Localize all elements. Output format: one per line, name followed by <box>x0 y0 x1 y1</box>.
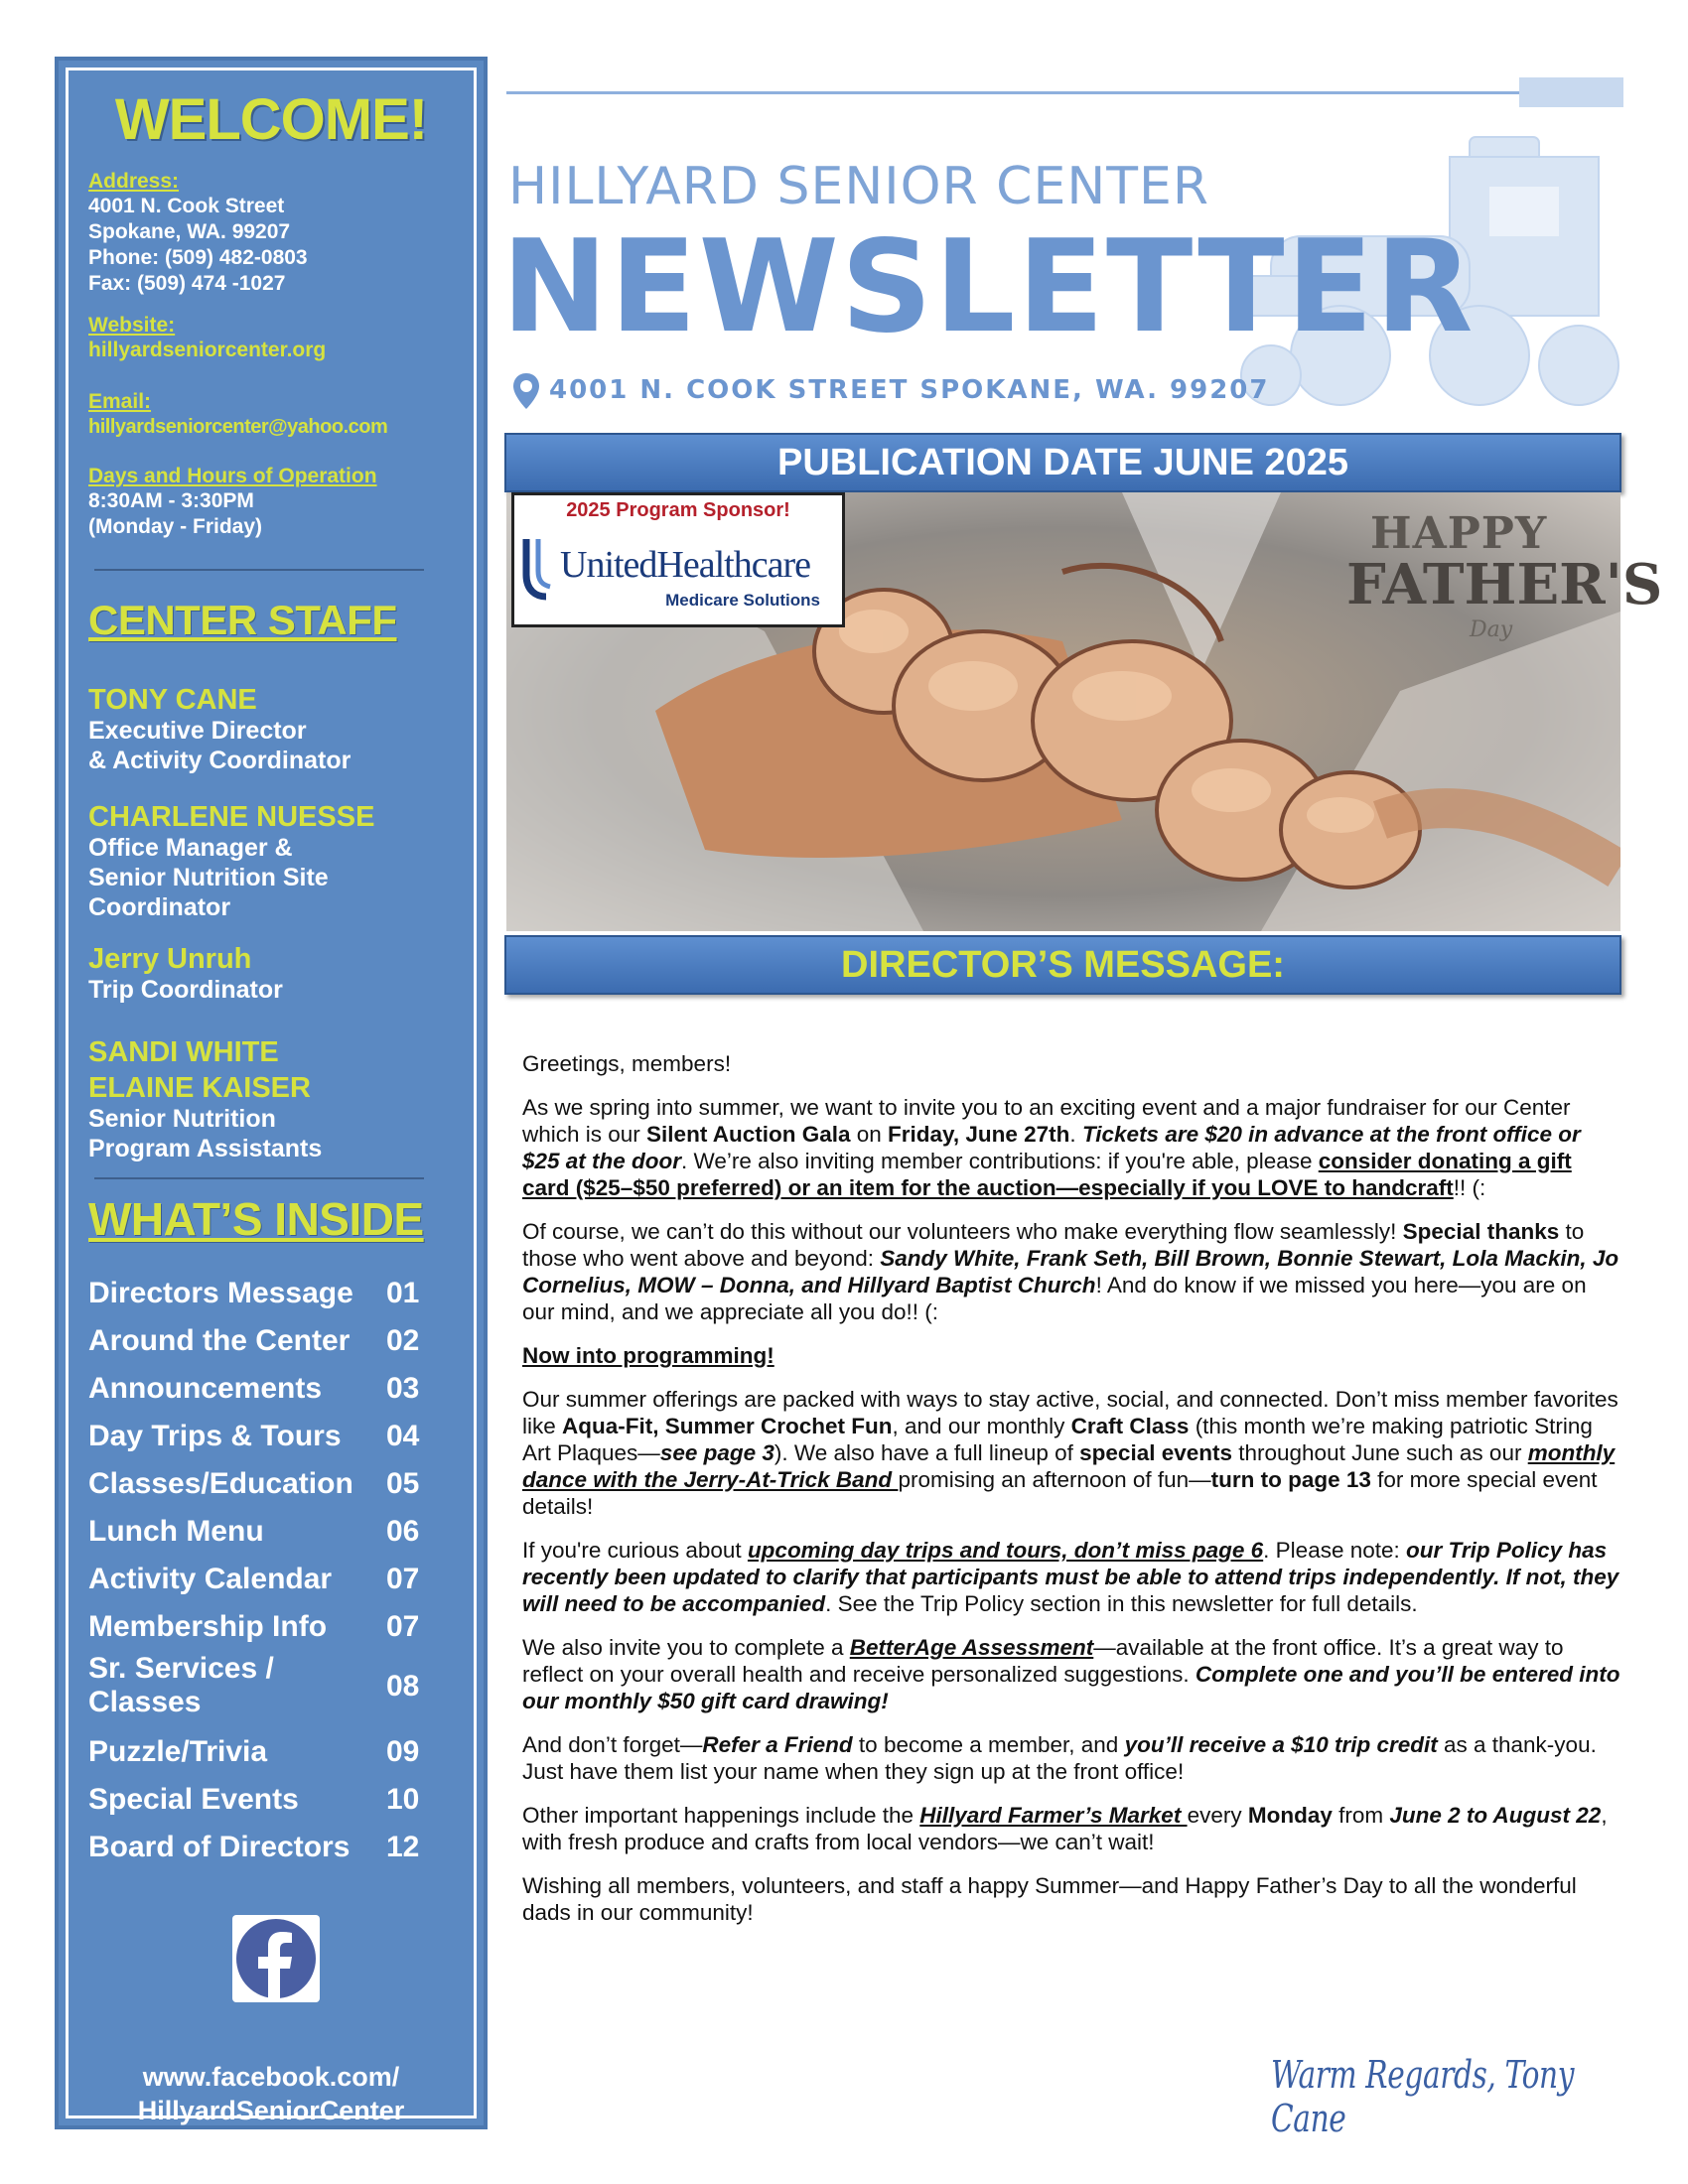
text: ). We also have a full lineup of <box>774 1440 1080 1465</box>
emphasis: consider donating a gift card ($25–$50 preferred) or an item for the auction—especially if you LOVE to handcraft <box>522 1149 1572 1200</box>
sponsor-box <box>511 492 845 627</box>
emphasis: Aqua-Fit, Summer Crochet Fun <box>562 1414 893 1438</box>
toc-page: 06 <box>386 1515 420 1548</box>
inside-heading: WHAT’S INSIDE <box>88 1193 424 1245</box>
staff-role: Senior Nutrition Site <box>88 864 329 891</box>
email-label: Email: <box>88 390 152 413</box>
emphasis: our Trip Policy has recently been updated to clarify that participants must be able to attend trips independently. If not, they will need to be accompanied <box>522 1538 1619 1616</box>
staff-role: Trip Coordinator <box>88 976 283 1004</box>
emphasis: Complete one and you’ll be entered into our monthly $50 gift card drawing! <box>522 1662 1620 1713</box>
greeting: Greetings, members! <box>522 1051 732 1076</box>
fathers-day-happy: HAPPY <box>1370 508 1548 559</box>
text: As we spring into summer, we want to invite you to an exciting event and a major fundraiser for our Center which is our <box>522 1095 1571 1147</box>
toc-title: Puzzle/Trivia <box>88 1735 268 1768</box>
paragraph <box>522 1342 1620 1369</box>
text: —available at the front office. It’s a great way to reflect on your overall health and receive personalized suggestions. <box>522 1635 1564 1687</box>
emphasis: June 2 to August 22 <box>1389 1803 1602 1828</box>
staff-member <box>88 801 458 922</box>
toc-title: Membership Info <box>88 1610 328 1643</box>
staff-member <box>88 1032 458 1163</box>
emphasis: Craft Class <box>1070 1414 1190 1438</box>
text: !! (: <box>1453 1175 1486 1200</box>
emphasis: see page 3 <box>659 1440 774 1465</box>
newsletter-title: NEWSLETTER <box>501 213 1476 361</box>
toc-title: Classes <box>88 1686 202 1718</box>
text: . Please note: <box>1263 1538 1407 1563</box>
email-link[interactable]: hillyardseniorcenter@yahoo.com <box>88 416 388 438</box>
staff-role: Office Manager & <box>88 834 293 862</box>
text: to become a member, and <box>852 1732 1125 1757</box>
toc-page: 12 <box>386 1831 420 1863</box>
text: . <box>1069 1122 1082 1147</box>
emphasis: special events <box>1079 1440 1232 1465</box>
hours-block <box>88 465 458 540</box>
website-label: Website: <box>88 314 176 337</box>
toc-title: Classes/Education <box>88 1467 353 1500</box>
emphasis: turn to page 13 <box>1210 1467 1371 1492</box>
toc-page: 07 <box>386 1610 420 1643</box>
address-line: 4001 N. Cook Street <box>88 195 285 217</box>
toc-title: Board of Directors <box>88 1831 351 1863</box>
emphasis: BetterAge Assessment <box>849 1635 1094 1660</box>
toc-page: 04 <box>386 1420 420 1452</box>
staff-heading: CENTER STAFF <box>88 597 397 643</box>
emphasis: Friday, June 27th <box>888 1122 1070 1147</box>
emphasis: Hillyard Farmer’s Market <box>919 1803 1188 1828</box>
website-block <box>88 314 458 363</box>
text: , with fresh produce and crafts from local vendors—we can’t wait! <box>522 1803 1608 1854</box>
emphasis: monthly dance with the Jerry-At-Trick Band <box>522 1440 1616 1492</box>
emphasis: Sandy White, Frank Seth, Bill Brown, Bonnie Stewart, Lola Mackin, Jo Cornelius, MOW – Donna, and Hillyard Baptist Church <box>522 1246 1619 1297</box>
staff-name: SANDI WHITE <box>88 1036 279 1068</box>
sponsor-subtitle: Medicare Solutions <box>665 591 820 610</box>
address-block <box>88 170 458 297</box>
paragraph <box>522 1634 1620 1714</box>
phone: Phone: (509) 482-0803 <box>88 246 308 269</box>
toc-page: 09 <box>386 1735 420 1768</box>
address-label: Address: <box>88 170 180 193</box>
text: from <box>1332 1803 1390 1828</box>
text: . We’re also inviting member contributions: if you're able, please <box>681 1149 1319 1173</box>
staff-name: Jerry Unruh <box>88 943 252 975</box>
toc-title: Sr. Services / <box>88 1652 274 1685</box>
text: (this month we’re making patriotic String Art Plaques— <box>522 1414 1593 1465</box>
paragraph <box>522 1386 1620 1520</box>
website-link[interactable]: hillyardseniorcenter.org <box>88 339 327 361</box>
text: If you're curious about <box>522 1538 748 1563</box>
emphasis: Monday <box>1247 1803 1333 1828</box>
sidebar <box>55 57 488 2129</box>
toc-page: 07 <box>386 1563 420 1595</box>
paragraph <box>522 1731 1620 1785</box>
facebook-url-line: www.facebook.com/ <box>142 2062 400 2092</box>
staff-member <box>88 684 458 775</box>
facebook-url-line: HillyardSeniorCenter <box>137 2096 405 2125</box>
toc-page: 08 <box>386 1670 420 1703</box>
text: Of course, we can’t do this without our volunteers who make everything flow seamlessly! <box>522 1219 1403 1244</box>
directors-message <box>522 1050 1620 1943</box>
facebook-link[interactable] <box>69 2060 474 2127</box>
days-value: (Monday - Friday) <box>88 515 263 538</box>
address-line: Spokane, WA. 99207 <box>88 220 291 243</box>
emphasis: Silent Auction Gala <box>646 1122 851 1147</box>
staff-name: ELAINE KAISER <box>88 1072 311 1104</box>
staff-name: CHARLENE NUESSE <box>88 801 375 833</box>
paragraph <box>522 1218 1620 1325</box>
emphasis: Special thanks <box>1402 1219 1560 1244</box>
text: for more special event details! <box>522 1467 1598 1519</box>
emphasis: you’ll receive a $10 trip credit <box>1124 1732 1438 1757</box>
sponsor-tag: 2025 Program Sponsor! <box>566 499 790 521</box>
staff-member <box>88 943 458 1005</box>
toc-page: 05 <box>386 1467 420 1500</box>
staff-name: TONY CANE <box>88 684 257 716</box>
toc-page: 10 <box>386 1783 420 1816</box>
divider <box>94 1177 424 1179</box>
hours-value: 8:30AM - 3:30PM <box>88 489 254 512</box>
text: to those who went above and beyond: <box>522 1219 1585 1271</box>
emphasis: upcoming day trips and tours, don’t miss page 6 <box>747 1538 1264 1563</box>
staff-role: & Activity Coordinator <box>88 747 352 774</box>
emphasis: Tickets are $20 in advance at the front office or $25 at the door <box>522 1122 1581 1173</box>
closing-paragraph: Wishing all members, volunteers, and staff a happy Summer—and Happy Father’s Day to all the wonderful dads in our community! <box>522 1873 1577 1925</box>
welcome-heading: WELCOME! <box>114 87 428 152</box>
toc-page: 01 <box>386 1277 420 1309</box>
paragraph <box>522 1802 1620 1855</box>
text: , and our monthly <box>892 1414 1071 1438</box>
header-decoration <box>506 77 1623 109</box>
fathers-day-father: FATHER'S <box>1346 552 1663 617</box>
toc-title: Special Events <box>88 1783 299 1816</box>
subheading: Now into programming! <box>522 1343 774 1368</box>
toc-title: Around the Center <box>88 1324 351 1357</box>
text: We also invite you to complete a <box>522 1635 850 1660</box>
toc-page: 03 <box>386 1372 420 1405</box>
hours-label: Days and Hours of Operation <box>88 465 377 487</box>
toc-title: Day Trips & Tours <box>88 1420 342 1452</box>
divider <box>94 569 424 571</box>
paragraph <box>522 1537 1620 1617</box>
center-name: HILLYARD SENIOR CENTER <box>508 157 1209 216</box>
emphasis: Refer a Friend <box>702 1732 853 1757</box>
header-address: 4001 N. COOK STREET SPOKANE, WA. 99207 <box>549 375 1270 405</box>
location-pin-icon <box>511 371 541 411</box>
toc-page: 02 <box>386 1324 420 1357</box>
sidebar-frame <box>66 68 477 2125</box>
fathers-day-day: Day <box>1470 617 1513 642</box>
text: ! And do know if we missed you here—you are on our mind, and we appreciate all you do!! (: <box>522 1273 1587 1324</box>
fax: Fax: (509) 474 -1027 <box>88 272 286 295</box>
uhc-logo-icon <box>522 535 556 601</box>
text: And don’t forget— <box>522 1732 703 1757</box>
text: promising an afternoon of fun— <box>898 1467 1211 1492</box>
staff-role: Program Assistants <box>88 1135 323 1162</box>
text: on <box>850 1122 889 1147</box>
toc-title: Activity Calendar <box>88 1563 333 1595</box>
staff-role: Coordinator <box>88 893 231 921</box>
text: Other important happenings include the <box>522 1803 920 1828</box>
text: as a thank-you. Just have them list your name when they sign up at the front office! <box>522 1732 1597 1784</box>
publication-date-bar: PUBLICATION DATE JUNE 2025 <box>504 433 1621 492</box>
staff-role: Senior Nutrition <box>88 1105 276 1133</box>
text: . See the Trip Policy section in this newsletter for full details. <box>825 1591 1418 1616</box>
text: Our summer offerings are packed with ways to stay active, social, and connected. Don’t miss member favorites like <box>522 1387 1618 1438</box>
facebook-icon[interactable] <box>232 1915 320 2002</box>
directors-message-bar: DIRECTOR’S MESSAGE: <box>504 935 1621 995</box>
staff-role: Executive Director <box>88 717 307 745</box>
toc-title: Directors Message <box>88 1277 353 1309</box>
text: every <box>1187 1803 1248 1828</box>
email-block <box>88 390 458 440</box>
toc-title: Announcements <box>88 1372 323 1405</box>
sponsor-name: UnitedHealthcare <box>560 544 810 586</box>
toc-title: Lunch Menu <box>88 1515 264 1548</box>
signature: Warm Regards, Tony Cane <box>1271 2053 1575 2140</box>
paragraph <box>522 1094 1620 1201</box>
text: throughout June such as our <box>1232 1440 1528 1465</box>
